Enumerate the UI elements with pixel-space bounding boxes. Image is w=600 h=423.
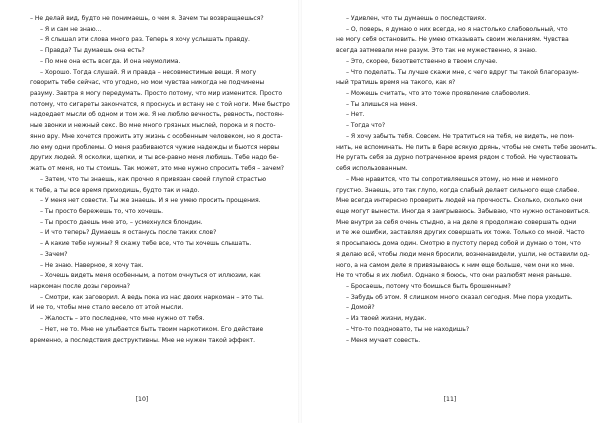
text-line: ные звонки и нежный секс. Во мне много грязных мыслей, порока и я посто- [30, 122, 276, 130]
text-line: лю ему одни проблемы. О меня разбиваются чужие надежды и бьются нервы [30, 143, 280, 151]
text-line: – Мне нравится, что ты сопротивляешься этому, но мне и немного [346, 175, 559, 183]
left-page-text [30, 14, 290, 346]
text-line: Мне внутри за себя очень стыдно, а на деле я продолжаю совершать одни [336, 218, 577, 226]
text-line: – Я и сам не знаю… [40, 25, 102, 33]
text-line: – Ты просто даешь мне это, – усмехнулся блондин. [40, 218, 203, 226]
text-line: – Нет, не то. Мне не улыбается быть твоим наркотиком. Его действие [40, 325, 264, 333]
text-line: я делаю всё, чтобы люди меня бросили, возненавидели, ушли, не оставили од- [336, 250, 590, 258]
text-line: еще могут вынести. Иногда я заигрываюсь. Забываю, что нужно остановиться. [336, 207, 590, 215]
text-line: нить, не вспоминать. Не пить в баре всякую дрянь, чтобы не сметь тебе звонить. [336, 143, 597, 151]
text-line: ного, а на самом деле я привязываюсь к ним еще больше, чем они ко мне. [336, 261, 575, 269]
right-page-text [336, 14, 597, 346]
text-line: наркоман после дозы героина? [30, 282, 130, 290]
text-line: – Домой? [346, 304, 375, 312]
text-line: – Что поделать. Ты лучше скажи мне, с чего вдруг ты такой благоразум- [346, 68, 579, 76]
text-line: – Ты просто бережешь то, что хочешь. [40, 207, 164, 215]
text-line: я просыпаюсь дома один. Смотрю в пустоту перед собой и думаю о том, что [336, 240, 581, 248]
left-page-number: [10] [135, 396, 149, 403]
text-line: – Меня мучает совесть. [346, 336, 421, 344]
text-line: жать от меня, но ты стоишь. Так может, это мне нужно спросить тебя – зачем? [30, 165, 284, 173]
text-line: – А какие тебе нужны? Я скажу тебе все, что ты хочешь слышать. [40, 240, 252, 248]
text-line: – Ты злишься на меня. [346, 100, 418, 108]
text-line: – Я слышал эти слова много раз. Теперь я хочу услышать правду. [40, 36, 250, 44]
text-line: себя использованным. [336, 165, 408, 173]
text-line: и те же ошибки, заставляя других совершать их тоже. Только со мной. Часто [336, 229, 585, 237]
text-line: к тебе, а ты все время приходишь, будто так и надо. [30, 186, 200, 194]
text-line: Не то чтобы я их любил. Однако я боюсь, что они разлюбят меня раньше. [336, 272, 572, 280]
text-line: – Не делай вид, будто не понимаешь, о чем я. Зачем ты возвращаешься? [30, 15, 264, 22]
text-line: – О, поверь, я думаю о них всегда, но я настолько слабовольный, что [346, 25, 568, 33]
text-line: – Тогда что? [346, 122, 386, 130]
text-line: – Зачем? [40, 250, 68, 258]
text-line: всегда затмевали мне разум. Это так не мужественно, я знаю. [336, 47, 537, 55]
text-line: – Затем, что ты знаешь, как прочно я привязан своей глупой страстью [40, 175, 267, 183]
text-line: других людей. Я осколки, щепки, и ты все-равно меня любишь. Тебе надо бе- [30, 154, 279, 162]
text-line: не могу себя остановить. Не умею отказывать своим желаниям. Чувства [336, 36, 569, 44]
text-line: янно вру. Мне хочется прожить эту жизнь с особенным человеком, но я доста- [30, 132, 283, 140]
text-line: – Что-то поздновато, ты не находишь? [346, 325, 470, 333]
text-line: потому, что сигареты закончатся, я проснусь и встану не с той ноги. Мне быстро [30, 100, 290, 108]
text-line: грустно. Знаешь, это так глупо, когда слабый делает сильного еще слабее. [336, 186, 580, 194]
right-page [300, 0, 600, 423]
text-line: – Удивлен, что ты думаешь о последствиях. [346, 15, 487, 22]
text-line: – Хорошо. Тогда слушай. Я и правда – несовместимые вещи. Я могу [40, 68, 257, 76]
text-line: говорить тебе сейчас, что угодно, но мои чувства никогда не подчинены [30, 79, 265, 87]
text-line: И не то, чтобы мне стало весело от этой мысли. [30, 304, 184, 312]
text-line: – Смотри, как заговорил. А ведь пока из нас двоих наркоман – это ты. [40, 293, 264, 301]
text-line: – У меня нет совести. Ты же знаешь. И я не умею просить прощения. [40, 197, 261, 205]
text-line: надоедает мысли об одном и том же. Я не люблю вечность, ревность, постоян- [30, 111, 284, 119]
text-line: – По мне она есть всегда. И она неумолима. [40, 57, 181, 65]
text-line: ный тратишь время на такого, как я? [336, 79, 456, 87]
text-line: Мне всегда интересно проверить людей на прочность. Сколько, сколько они [336, 197, 583, 205]
text-line: – Это, скорее, безответственно в твоем случае. [346, 57, 498, 65]
text-line: – Нет. [346, 111, 365, 119]
text-line: – Хочешь видеть меня особенным, а потом очнуться от иллюзии, как [40, 272, 261, 280]
text-line: – Бросаешь, потому что боишься быть брошенным? [346, 282, 511, 290]
text-line: – Можешь считать, что это тоже проявление слабоволия. [346, 90, 531, 98]
text-line: временно, а последствия деструктивны. Мне не нужен такой эффект. [30, 336, 255, 344]
text-line: разуму. Завтра я могу передумать. Просто потому, что мир изменится. Просто [30, 90, 283, 98]
right-page-number: [11] [443, 396, 457, 403]
text-line: – Не знаю. Наверное, я хочу так. [40, 261, 144, 269]
text-line: – Я хочу забыть тебя. Совсем. Не тратиться на тебя, не видеть, не пом- [346, 132, 575, 140]
text-line: – Из твоей жизни, мудак. [346, 315, 427, 323]
text-line: – И что теперь? Думаешь я останусь после таких слов? [40, 229, 217, 237]
text-line: – Забудь об этом. Я слишком много сказал сегодня. Мне пора уходить. [346, 293, 573, 301]
text-line: Не ругать себя за дурно потраченное время рядом с тобой. Не чувствовать [336, 154, 578, 162]
text-line: – Жалость – это последнее, что мне нужно от тебя. [40, 315, 205, 323]
text-line: – Правда? Ты думаешь она есть? [40, 47, 145, 55]
